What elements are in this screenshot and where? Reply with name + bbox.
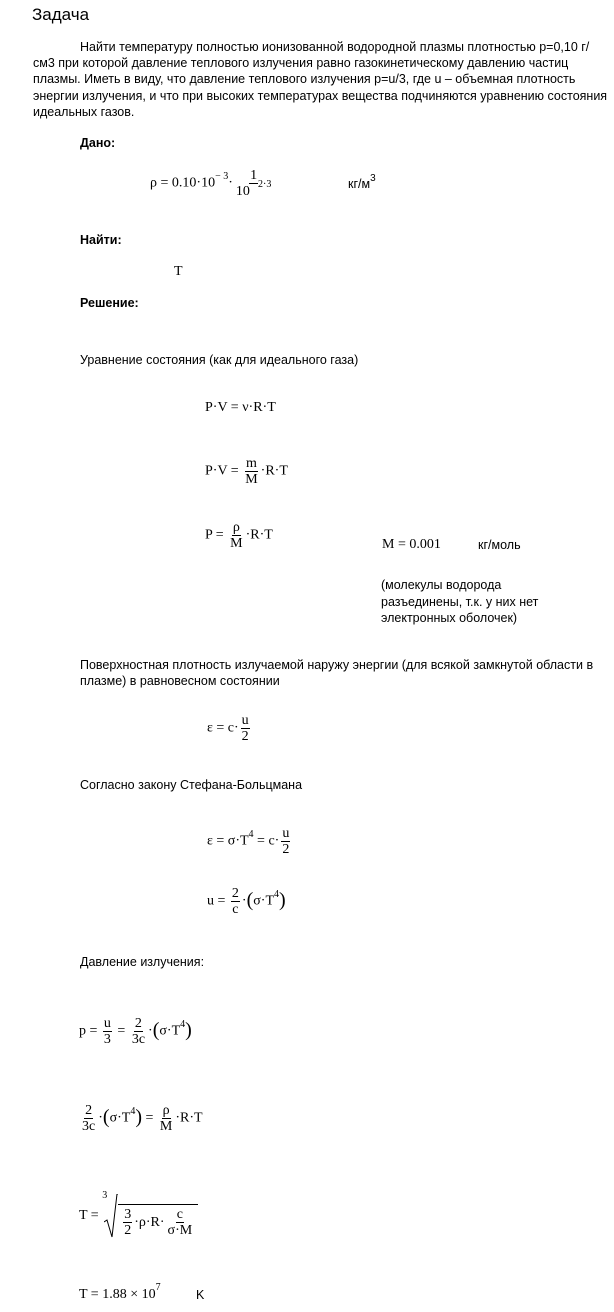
- density-exponent: − 3: [215, 171, 229, 183]
- bal-denominator-1: 3c: [82, 1119, 96, 1134]
- p-fraction-1: [103, 1016, 112, 1047]
- given-heading: Дано:: [80, 136, 116, 150]
- eq3-fraction: [229, 520, 243, 551]
- u-exponent: 4: [274, 889, 280, 901]
- balance-equation: $\frac{2}{3c}$ $\cdot(\sigma\cdot T^4)$ = $\frac{\rho}{M}$ ·R·T: [82, 1103, 203, 1134]
- eps1-lhs: ε = c·: [207, 720, 239, 736]
- find-heading: Найти:: [80, 233, 122, 247]
- eps2-lhs: ε = σ·T: [207, 833, 249, 849]
- result-unit: K: [196, 1288, 205, 1302]
- u-fraction: [231, 886, 240, 917]
- radiation-pressure-text: Давление излучения:: [80, 955, 205, 969]
- result-value: [79, 1282, 161, 1303]
- epsilon-equation-1: [207, 713, 252, 744]
- note-line-2: разъединены, т.к. у них нет: [381, 594, 539, 609]
- eps1-numerator: u: [241, 713, 249, 728]
- equation-state-1: P·V = ν·R·T: [205, 400, 276, 415]
- solution-heading: Решение:: [80, 296, 139, 310]
- u-equation: u = $\frac{2}{c}$ $\cdot(\sigma\cdot T^4)$: [207, 886, 286, 917]
- pressure-equation: p = $\frac{u}{3}$ = $\frac{2}{3c}$ $\cdot(\sigma\cdot T^4)$: [79, 1016, 192, 1047]
- root-body: [118, 1204, 198, 1238]
- eq2-fraction: [244, 456, 258, 487]
- u-denominator: c: [232, 902, 239, 917]
- cube-root: [102, 1190, 198, 1238]
- molar-mass-equation: M = 0.001: [382, 537, 441, 552]
- t-mid: ·ρ·R·: [134, 1214, 165, 1230]
- unit-exponent: 3: [370, 172, 376, 184]
- density-fraction: [235, 168, 272, 199]
- p-exponent: 4: [180, 1019, 186, 1031]
- epsilon-equation-2: [207, 826, 292, 857]
- p-numerator-2: 2: [134, 1016, 142, 1031]
- bal-denominator-2: M: [159, 1119, 173, 1134]
- surface-density-paragraph: [80, 657, 600, 689]
- rho-symbol: ρ: [150, 175, 157, 191]
- note-line-1: (молекулы водорода: [381, 578, 502, 592]
- bal-numerator-1: 2: [85, 1103, 93, 1118]
- note-line-3: электронных оболочек): [381, 611, 518, 625]
- p-body: σ·T: [159, 1023, 181, 1039]
- problem-text: Найти температуру полностью ионизованной водородной плазмы плотностью р=0,10 г/см3 при которой давление теплового излучения равно газокинетическому давлению частиц плазмы. Иметь в виду, что давление теплового излучения р=u/3, где u – объемная плотность энергии излучения, и что при высоких температурах вещества подчиняются уравнению состояния идеальных газов.: [33, 40, 608, 119]
- t-numerator-2: c: [176, 1207, 183, 1222]
- bal-rhs: ·R·T: [175, 1110, 203, 1126]
- eps2-fraction: [281, 826, 290, 857]
- molar-mass-unit: кг/моль: [478, 538, 521, 552]
- eps2-denominator: 2: [282, 842, 290, 857]
- p-denominator-1: 3: [103, 1032, 111, 1047]
- u-numerator: 2: [231, 886, 239, 901]
- state-equation-text: Уравнение состояния (как для идеального газа): [80, 353, 359, 367]
- bal-exponent: 4: [130, 1106, 136, 1118]
- density-coefficient: 0.10·10: [171, 175, 216, 191]
- eq2-lhs: P·V =: [205, 463, 239, 479]
- equation-state-2: [205, 456, 288, 487]
- root-index: 3: [102, 1190, 108, 1201]
- u-body: σ·T: [253, 893, 275, 909]
- eq2-rhs: ·R·T: [260, 463, 288, 479]
- hydrogen-note: [381, 577, 538, 627]
- find-value: T: [174, 264, 183, 279]
- fraction-numerator: 1: [250, 168, 258, 183]
- fraction-denominator: [235, 179, 272, 199]
- bal-fraction-2: [159, 1103, 173, 1134]
- unit-text: кг/м: [348, 177, 371, 191]
- result-exponent: 7: [155, 1282, 161, 1294]
- eps2-exponent: 4: [248, 829, 254, 841]
- p-denominator-2: 3c: [131, 1032, 146, 1047]
- temperature-formula: [79, 1190, 198, 1238]
- eq3-rhs: ·R·T: [245, 527, 273, 543]
- problem-statement: [33, 39, 609, 120]
- bal-numerator-2: ρ: [162, 1103, 170, 1118]
- p-numerator-1: u: [103, 1016, 111, 1031]
- eps2-numerator: u: [282, 826, 290, 841]
- denominator-exponent: − 2·3: [249, 179, 272, 191]
- eq3-denominator: M: [230, 536, 243, 551]
- t-denominator-2: σ·M: [167, 1223, 193, 1238]
- p-fraction-2: [131, 1016, 146, 1047]
- eq2-numerator: m: [245, 456, 257, 471]
- eq3-lhs: P =: [205, 527, 224, 543]
- bal-body: σ·T: [109, 1110, 131, 1126]
- t-numerator-1: 3: [124, 1207, 132, 1222]
- eps1-denominator: 2: [241, 729, 249, 744]
- eps2-mid: = c·: [257, 833, 280, 849]
- stefan-boltzmann-text: Согласно закону Стефана-Больцмана: [80, 778, 303, 792]
- t-fraction-1: [123, 1207, 132, 1238]
- p-lhs: p =: [79, 1023, 98, 1039]
- equation-state-3: [205, 520, 273, 551]
- t-fraction-2: [167, 1207, 194, 1238]
- eps1-fraction: [241, 713, 250, 744]
- surface-density-text: Поверхностная плотность излучаемой наружу энергии (для всякой замкнутой области в плазме) в равновесном состоянии: [80, 658, 594, 689]
- density-formula: $\rho = 0.10\cdot 10^{- 3}\cdot$ $\frac{1}{10^{- 2\cdot 3}}$: [150, 168, 272, 199]
- eq3-numerator: ρ: [232, 520, 240, 535]
- result-lhs: T = 1.88 × 10: [79, 1287, 156, 1302]
- density-unit: [348, 172, 376, 191]
- t-denominator-1: 2: [124, 1223, 132, 1238]
- denominator-base: 10: [235, 184, 250, 199]
- eq2-denominator: M: [245, 472, 258, 487]
- t-lhs: T =: [79, 1208, 99, 1223]
- u-lhs: u =: [207, 893, 226, 909]
- page-title: Задача: [32, 5, 90, 24]
- bal-fraction-1: [81, 1103, 96, 1134]
